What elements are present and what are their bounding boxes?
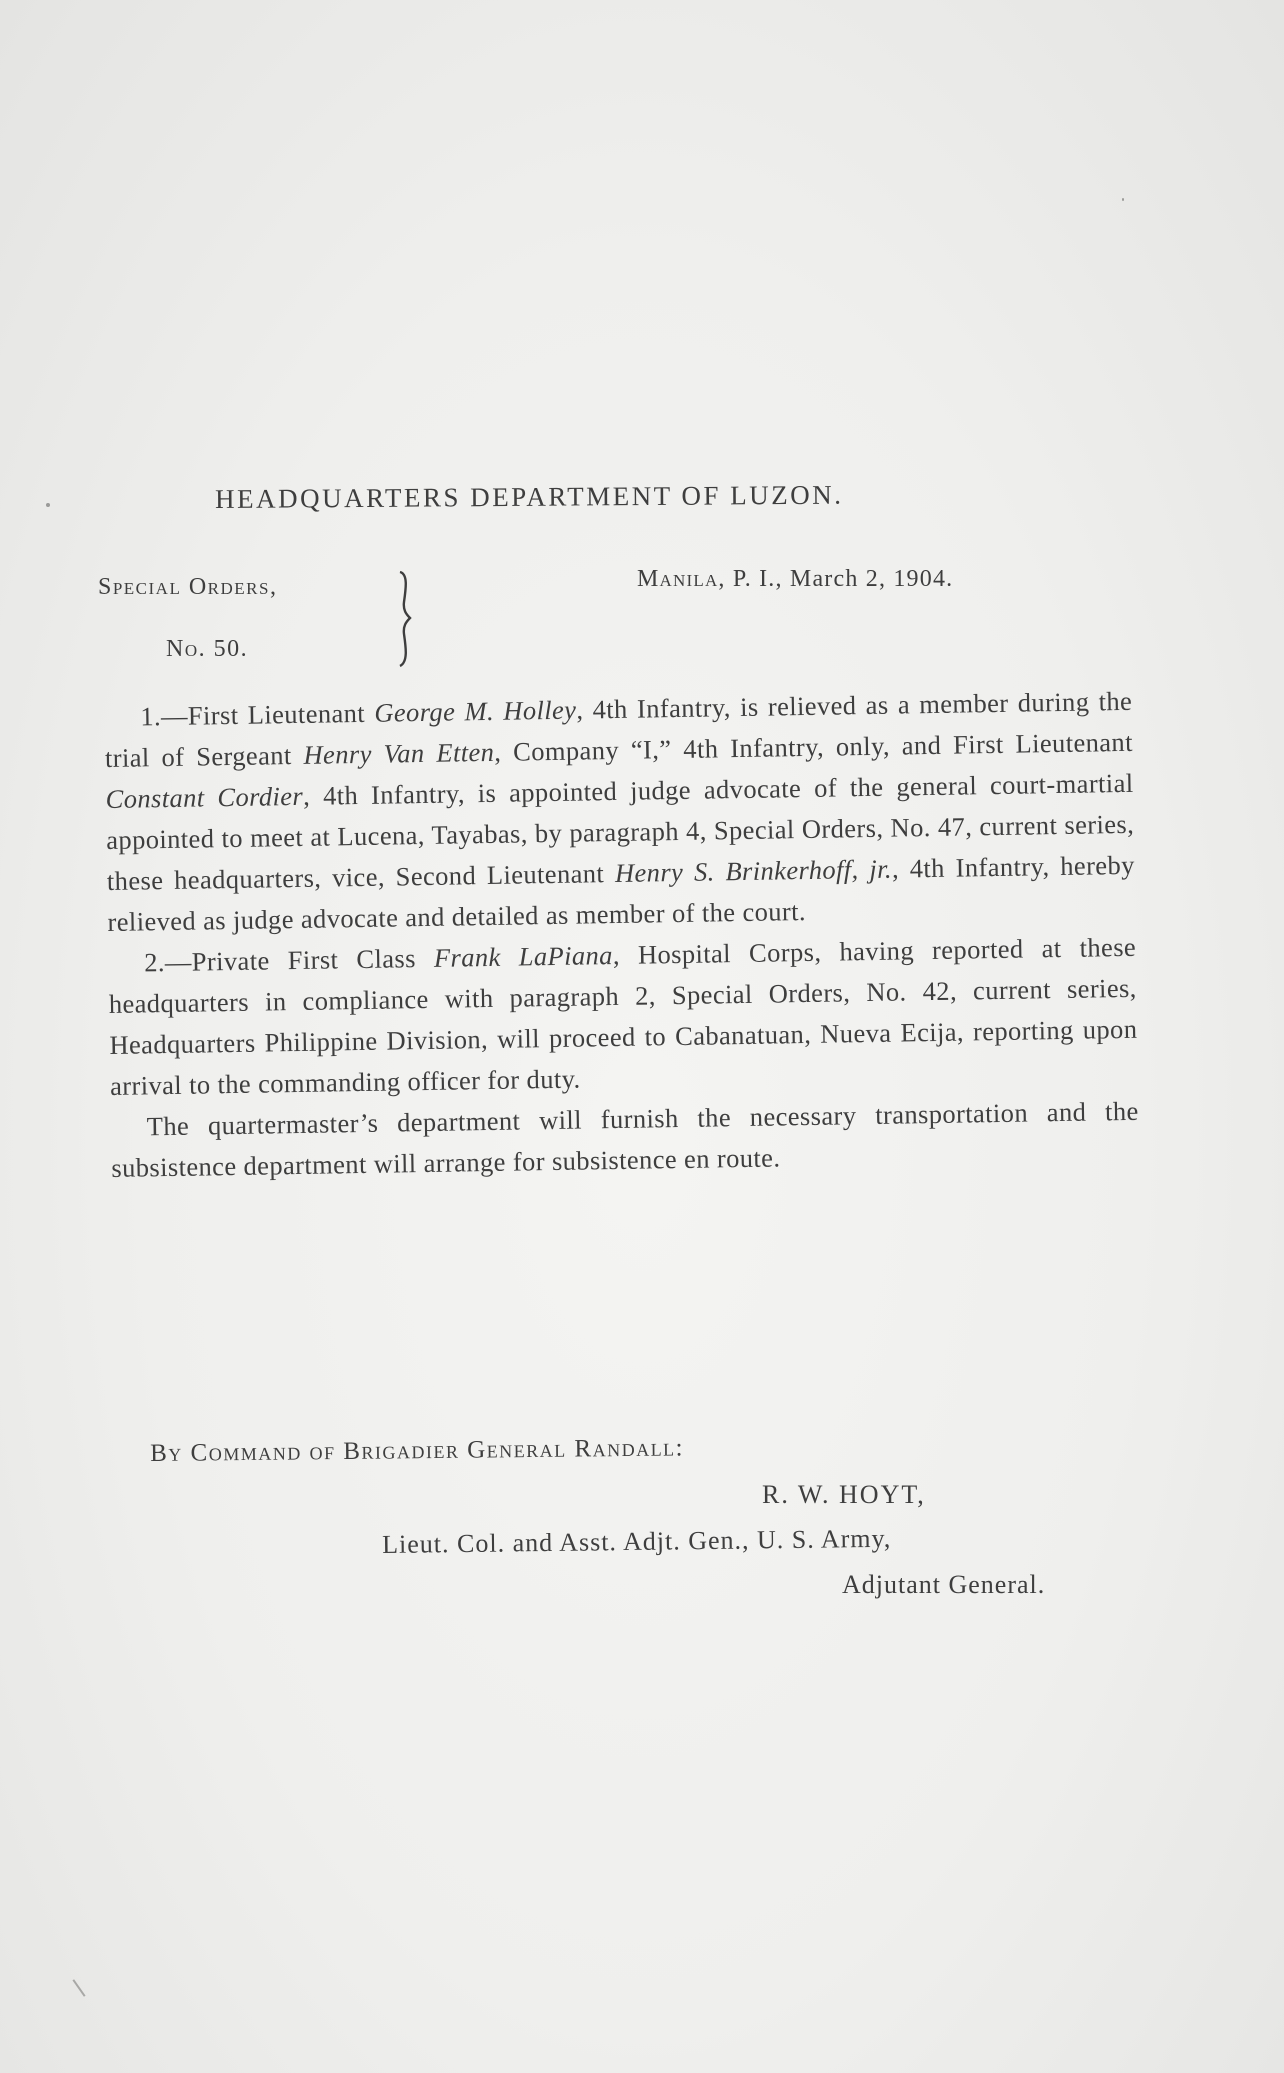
special-orders-number: No. 50. [166,636,249,662]
text-run: 2.—Private First Class [143,942,435,978]
order-paragraph-1 [104,681,1136,943]
special-orders-label: Special Orders, [98,574,278,600]
soldier-name: Henry Van Etten [303,736,495,770]
place-and-date [637,566,953,593]
text-run: 1.—First Lieutenant [140,697,375,732]
signer-title: Lieut. Col. and Asst. Adjt. Gen., U. S. Army, [382,1523,892,1559]
text-run: , 4th Infantry, is relieved as a member during the trial of Sergeant [104,685,1133,773]
signer-role: Adjutant General. [842,1570,1046,1599]
order-paragraph-2 [108,927,1138,1107]
signer-name: R. W. HOYT, [762,1480,926,1509]
special-orders-label-block [98,574,278,662]
officer-name: Henry S. Brinkerhoff, jr. [614,853,893,888]
paper-speck [46,503,50,507]
officer-name: Constant Cordier [105,780,304,814]
paper-speck [1122,198,1124,201]
paper-scratch [72,1979,85,1997]
text-run: , 4th Infantry, is appointed judge advocate of the general court-martial appointed to meet at Lucena, Tayabas, by paragraph 4, Special Orders, No. 47, current series, these headquarters, vice, Second Lieutenant [106,767,1135,896]
order-body [104,681,1140,1189]
document-heading: HEADQUARTERS DEPARTMENT OF LUZON. [215,479,844,514]
place-name: Manila [637,566,719,592]
date-text: , P. I., March 2, 1904. [718,566,954,592]
soldier-name: Frank LaPiana [433,940,614,973]
text-run: , Company “I,” 4th Infantry, only, and First Lieutenant [494,726,1134,767]
text-run: , 4th Infantry, hereby relieved as judge advocate and detailed as member of the court. [107,849,1135,937]
text-run: , Hospital Corps, having reported at these headquarters in compliance with paragraph 2, Special Orders, No. 42, current series, Headquarters Philippine Division, will proceed to Cabanatuan, Nueva Ecija, reporting upon arrival to the commanding officer for duty. [108,931,1138,1101]
brace-icon [394,566,416,670]
command-line: By Command of Brigadier General Randall: [150,1434,685,1467]
order-paragraph-3: The quartermaster’s department will furnish the necessary transportation and the subsistence department will arrange for subsistence en route. [111,1095,1139,1183]
officer-name: George M. Holley [374,694,577,728]
